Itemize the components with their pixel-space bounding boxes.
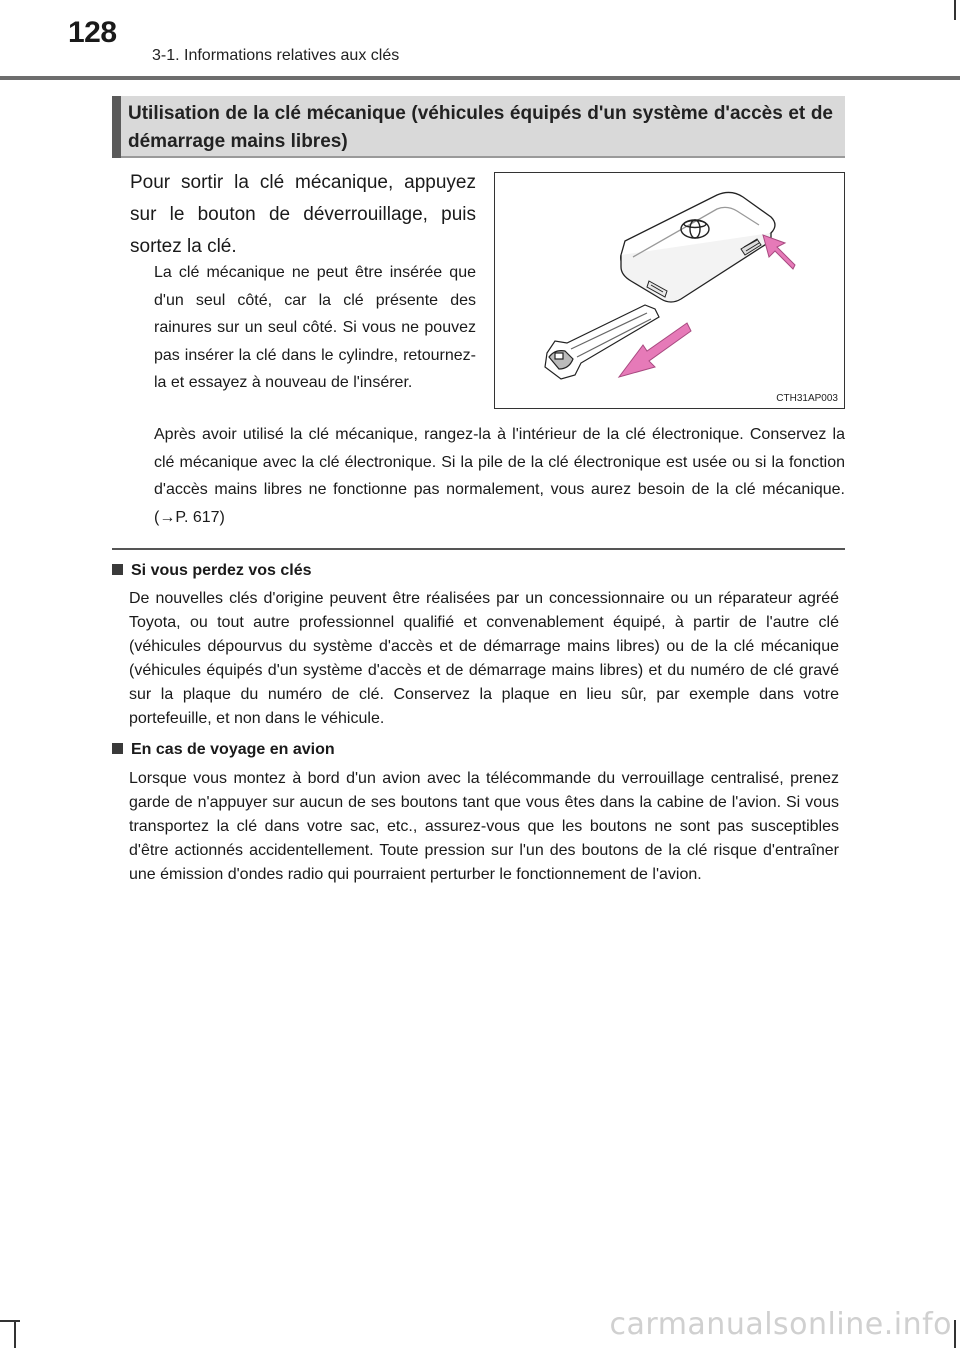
note-paragraph-2: Après avoir utilisé la clé mécanique, rangez-la à l'intérieur de la clé électronique. Conservez la clé mécanique avec la clé électronique. Si la pile de la clé électronique est usée ou si la fonction d'accès mains libres ne fonctionne pas normalement, vous aurez besoin de la clé mécanique. (→P. 617) bbox=[154, 426, 845, 526]
section-divider bbox=[112, 548, 845, 550]
subsection-title-lost-keys bbox=[112, 562, 312, 580]
subsection-body-lost-keys: De nouvelles clés d'origine peuvent être réalisées par un concessionnaire ou un réparateur agréé Toyota, ou tout autre professionnel qualifié et convenablement équipé, à partir de l'autre clé (véhicules dépourvus du système d'accès et de démarrage mains libres) ou de la clé mécanique (véhicules équipés d'un système d'accès et de démarrage mains libres) et du numéro de clé gravé sur la plaque du numéro de clé. Conservez la plaque en lieu sûr, par exemple dans votre portefeuille, et non dans le véhicule. bbox=[129, 590, 839, 727]
note-paragraph-1: La clé mécanique ne peut être insérée que d'un seul côté, car la clé présente des rainures sur un seul côté. Si vous ne pouvez pas insérer la clé dans le cylindre, retournez-la et essayez à nouveau de l'insérer. bbox=[154, 264, 476, 391]
figure-code: CTH31AP003 bbox=[776, 393, 838, 404]
subsection-body-air-travel: Lorsque vous montez à bord d'un avion avec la télécommande du verrouillage centralisé, prenez garde de n'appuyer sur aucun de ses boutons tant que vous êtes dans la cabine de l'avion. Si vous transportez la clé dans votre sac, etc., assurez-vous que les boutons ne sont pas susceptibles d'être actionnés accidentellement. Toute pression sur l'un des boutons de la clé risque d'entraîner une émission d'ondes radio qui pourraient perturber le fonctionnement de l'avion. bbox=[129, 770, 839, 883]
square-bullet-icon bbox=[112, 564, 123, 575]
smart-key-drawing bbox=[495, 173, 846, 410]
section-heading: Utilisation de la clé mécanique (véhicules équipés d'un système d'accès et de démarrage mains libres) bbox=[128, 103, 833, 152]
section-heading-bar bbox=[112, 96, 121, 158]
crop-mark bbox=[14, 1320, 16, 1348]
square-bullet-icon bbox=[112, 743, 123, 754]
subsection-title-text: En cas de voyage en avion bbox=[131, 741, 335, 758]
subsection-title-air-travel bbox=[112, 741, 335, 759]
watermark: carmanualsonline.info bbox=[609, 1307, 952, 1342]
crop-mark bbox=[954, 1320, 956, 1348]
key-illustration bbox=[494, 172, 845, 409]
intro-paragraph: Pour sortir la clé mécanique, appuyez sur le bouton de déverrouillage, puis sortez la clé. bbox=[130, 172, 476, 257]
crop-mark bbox=[954, 0, 956, 20]
header-rule bbox=[0, 76, 960, 80]
page-number: 128 bbox=[68, 16, 117, 49]
section-title: 3-1. Informations relatives aux clés bbox=[152, 47, 400, 64]
crop-mark bbox=[0, 1320, 20, 1322]
subsection-title-text: Si vous perdez vos clés bbox=[131, 562, 312, 579]
push-arrow-icon bbox=[763, 235, 795, 269]
